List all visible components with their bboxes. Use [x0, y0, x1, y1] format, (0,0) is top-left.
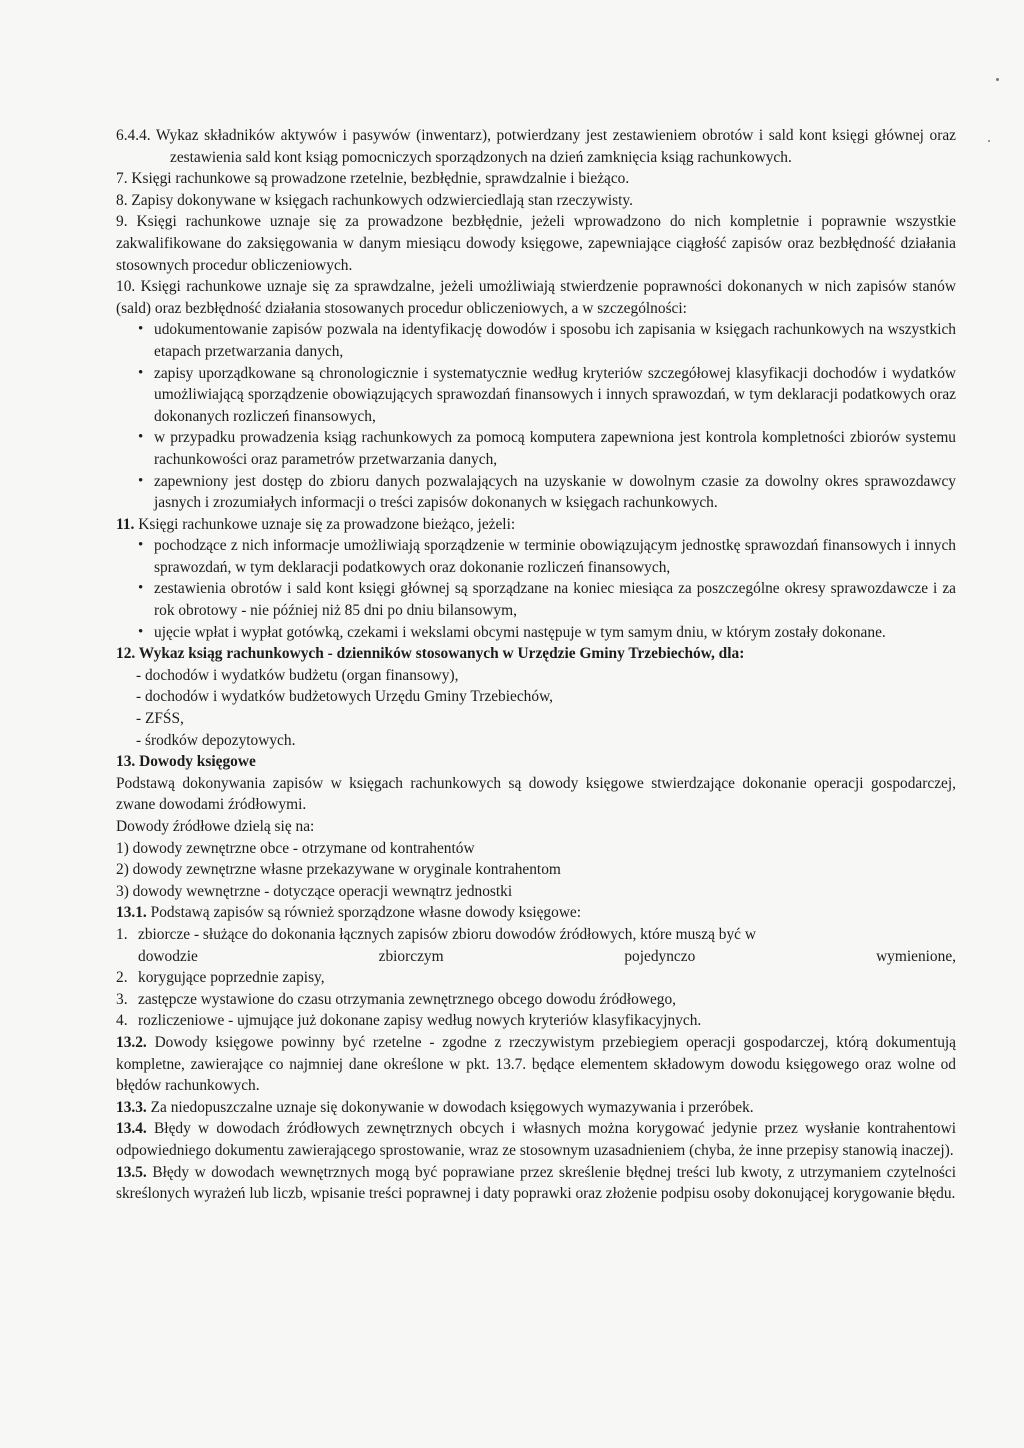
list-item: - ZFŚS,	[136, 710, 184, 728]
list-item: • zapisy uporządkowane są chronologicznie i systematycznie według kryteriów szczegółowej klasyfikacji dochodów i wydatków umożliwiającą sporządzenie obowiązujących sprawozdań finansowych i innych sprawozdań, w tym deklaracji podatkowych oraz dokonanych rozliczeń finansowych,	[116, 363, 956, 428]
section-10-bullets	[116, 319, 956, 513]
list-item	[116, 924, 956, 967]
section-13-1	[116, 902, 956, 924]
item-line: korygujące poprzednie zapisy,	[138, 969, 325, 987]
section-11-text: Księgi rachunkowe uznaje się za prowadzone bieżąco, jeżeli:	[138, 515, 516, 533]
section-11-bullets	[116, 535, 956, 643]
list-item: • zapewniony jest dostęp do zbioru danych pozwalających na uzyskanie w dowolnym czasie za dowolny okres sprawozdawcy jasnych i zrozumiałych informacji o treści zapisów dokonanych w księgach rachunkowych.	[116, 471, 956, 514]
section-7: 7. Księgi rachunkowe są prowadzone rzetelnie, bezbłędnie, sprawdzalnie i bieżąco.	[116, 170, 630, 188]
section-13-list	[116, 838, 956, 903]
section-13-heading: 13. Dowody księgowe	[116, 753, 256, 771]
section-8: 8. Zapisy dokonywane w księgach rachunkowych odzwierciedlają stan rzeczywisty.	[116, 191, 633, 209]
section-10: 10. Księgi rachunkowe uznaje się za sprawdzalne, jeżeli umożliwiają stwierdzenie poprawności dokonanych w nich zapisów stanów (sald) oraz bezbłędność działania stosowanych procedur obliczeniowych, a w szczególności:	[116, 278, 956, 317]
section-13-1-list	[116, 924, 956, 1032]
item-line: zbiorcze - służące do dokonania łącznych zapisów zbioru dowodów źródłowych, które muszą być w	[138, 925, 756, 943]
item-number: 2.	[116, 969, 128, 987]
section-13-paragraph: Podstawą dokonywania zapisów w księgach rachunkowych są dowody księgowe stwierdzające dokonanie operacji gospodarczej, zwane dowodami źródłowymi.	[116, 774, 956, 814]
list-item: - dochodów i wydatków budżetu (organ finansowy),	[136, 666, 459, 684]
section-13-2-text: Dowody księgowe powinny być rzetelne - zgodne z rzeczywistym przebiegiem operacji gospodarczej, którą dokumentują kompletne, zawierające co najmniej dane określone w pkt. 13.7. będące elementem składowym dowodu księgowego oraz wolne od błędów rachunkowych.	[116, 1033, 956, 1095]
section-9: 9. Księgi rachunkowe uznaje się za prowadzone bezbłędnie, jeżeli wprowadzono do nich kompletnie i poprawnie wszystkie zakwalifikowane do zaksięgowania w danym miesiącu dowody księgowe, zapewniające ciągłość zapisów oraz bezbłędność działania stosownych procedur obliczeniowych.	[116, 213, 956, 274]
section-11-number: 11.	[116, 515, 135, 533]
section-13-2	[116, 1032, 956, 1097]
item-number: 1.	[116, 925, 128, 943]
scan-speck	[996, 78, 999, 81]
section-12-heading: 12. Wykaz ksiąg rachunkowych - dzienników stosowanych w Urzędzie Gminy Trzebiechów, dla:	[116, 645, 745, 663]
item-number: 3.	[116, 990, 128, 1008]
list-item: 2) dowody zewnętrzne własne przekazywane w oryginale kontrahentom	[116, 861, 561, 879]
list-item	[116, 989, 956, 1011]
list-item: • zestawienia obrotów i sald kont księgi głównej są sporządzane na koniec miesiąca za poszczególne okresy sprawozdawcze i za rok obrotowy - nie później niż 85 dni po dniu bilansowym,	[116, 578, 956, 621]
item-line: dowodzie zbiorczym pojedynczo wymienione,	[138, 947, 956, 965]
list-item: • udokumentowanie zapisów pozwala na identyfikację dowodów i sposobu ich zapisania w księgach rachunkowych na wszystkich etapach przetwarzania danych,	[116, 319, 956, 362]
document-page	[116, 125, 956, 1205]
list-item: - dochodów i wydatków budżetowych Urzędu Gminy Trzebiechów,	[136, 688, 554, 706]
section-13-1-number: 13.1.	[116, 904, 147, 922]
scan-speck	[988, 140, 990, 142]
list-item: • ujęcie wpłat i wypłat gotówką, czekami i wekslami obcymi następuje w tym samym dniu, w którym zostały dokonane.	[116, 622, 956, 644]
section-11	[116, 514, 956, 536]
section-13-3	[116, 1097, 956, 1119]
section-13-1-text: Podstawą zapisów są również sporządzone własne dowody księgowe:	[150, 904, 582, 922]
section-13-4-number: 13.4.	[116, 1120, 147, 1138]
list-item	[116, 967, 956, 989]
item-line: zastępcze wystawione do czasu otrzymania zewnętrznego obcego dowodu źródłowego,	[138, 990, 677, 1008]
list-item: 3) dowody wewnętrzne - dotyczące operacji wewnątrz jednostki	[116, 882, 513, 900]
section-13-4	[116, 1118, 956, 1161]
section-13-5-number: 13.5.	[116, 1163, 147, 1181]
section-13-paragraph: Dowody źródłowe dzielą się na:	[116, 818, 315, 835]
list-item	[116, 1010, 956, 1032]
item-line: rozliczeniowe - ujmujące już dokonane zapisy według nowych kryteriów klasyfikacyjnych.	[138, 1012, 702, 1030]
section-13-2-number: 13.2.	[116, 1033, 147, 1051]
section-13-3-number: 13.3.	[116, 1098, 147, 1116]
section-13-4-text: Błędy w dowodach źródłowych zewnętrznych obcych i własnych można korygować jedynie przez wysłanie kontrahentowi odpowiedniego dokumentu zawierającego sprostowanie, wraz ze stosownym uzasadnieniem (chyba, że inne przepisy stanowią inaczej).	[116, 1120, 956, 1159]
list-item: • pochodzące z nich informacje umożliwiają sporządzenie w terminie obowiązującym jednostkę sprawozdań finansowych i innych sprawozdań, w tym deklaracji podatkowych oraz dokonanie rozliczeń finansowych,	[116, 535, 956, 578]
section-6-4-4: 6.4.4. Wykaz składników aktywów i pasywów (inwentarz), potwierdzany jest zestawieniem obrotów i sald kont księgi głównej oraz zestawienia sald kont ksiąg pomocniczych sporządzonych na dzień zamknięcia ksiąg rachunkowych.	[116, 127, 956, 166]
section-13-5-text: Błędy w dowodach wewnętrznych mogą być poprawiane przez skreślenie błędnej treści lub kwoty, z utrzymaniem czytelności skreślonych wyrażeń lub liczb, wpisanie treści poprawnej i daty poprawki oraz złożenie podpisu osoby dokonującej korygowanie błędu.	[116, 1163, 956, 1203]
section-12-list	[116, 665, 956, 751]
list-item: 1) dowody zewnętrzne obce - otrzymane od kontrahentów	[116, 839, 475, 857]
list-item: - środków depozytowych.	[136, 731, 296, 749]
item-number: 4.	[116, 1012, 128, 1030]
section-13-3-text: Za niedopuszczalne uznaje się dokonywanie w dowodach księgowych wymazywania i przeróbek.	[150, 1098, 754, 1116]
section-13-5	[116, 1162, 956, 1205]
list-item: • w przypadku prowadzenia ksiąg rachunkowych za pomocą komputera zapewniona jest kontrola kompletności zbiorów systemu rachunkowości oraz parametrów przetwarzania danych,	[116, 427, 956, 470]
